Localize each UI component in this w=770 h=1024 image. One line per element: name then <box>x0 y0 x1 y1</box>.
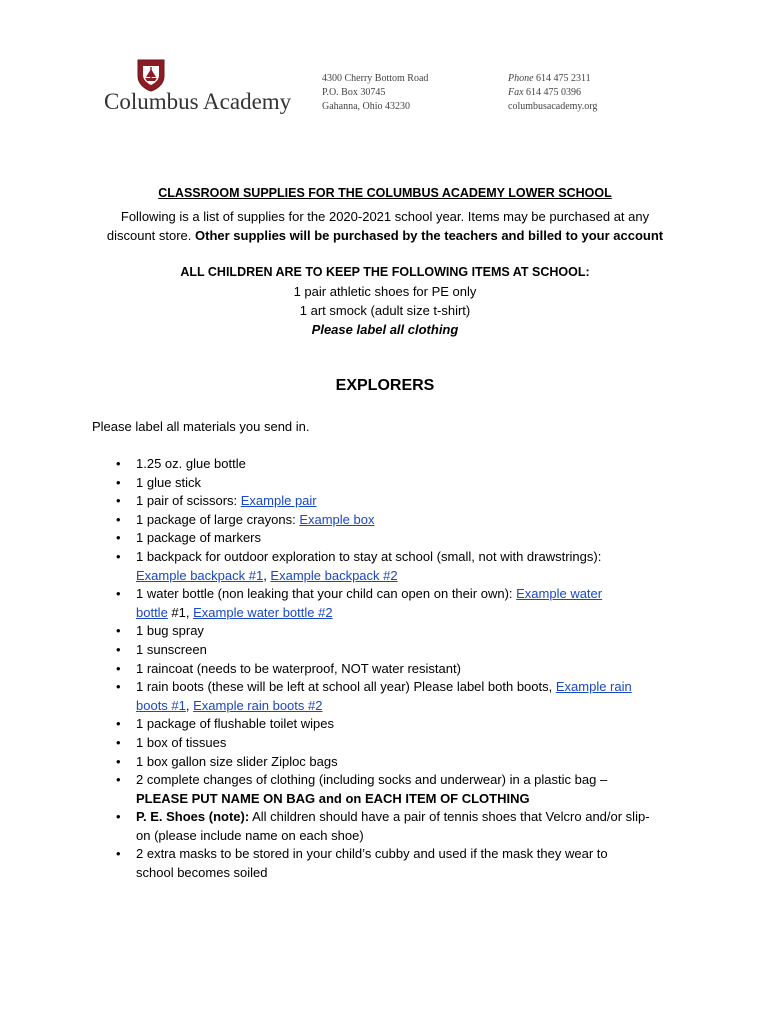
document-title: CLASSROOM SUPPLIES FOR THE COLUMBUS ACADEMY LOWER SCHOOL <box>158 186 612 200</box>
keep-heading: ALL CHILDREN ARE TO KEEP THE FOLLOWING ITEMS AT SCHOOL: <box>180 265 590 279</box>
item-text: 1 glue stick <box>136 474 202 490</box>
website: columbusacademy.org <box>508 101 598 112</box>
water-bottle-example-link-1-cont[interactable]: bottle <box>136 604 168 620</box>
bullet-icon: • <box>116 641 121 657</box>
crest-icon <box>136 58 166 92</box>
item-text: 1 sunscreen <box>136 641 207 657</box>
bullet-icon: • <box>116 772 121 788</box>
separator: , <box>263 567 271 583</box>
list-item <box>116 641 676 660</box>
separator: , <box>185 697 194 713</box>
fax-number: 614 475 0396 <box>526 87 582 98</box>
bullet-icon: • <box>116 753 121 769</box>
list-item <box>116 474 676 493</box>
list-item <box>116 715 676 734</box>
list-item <box>116 845 676 882</box>
intro-line <box>60 226 710 245</box>
list-item <box>116 492 676 511</box>
bullet-icon: • <box>116 493 121 509</box>
bullet-icon: • <box>116 623 121 639</box>
list-item <box>116 455 676 474</box>
item-text: 1 water bottle (non leaking that your child can open on their own): <box>136 586 517 602</box>
list-item <box>116 660 676 679</box>
bullet-icon: • <box>116 474 121 490</box>
bullet-icon: • <box>116 716 121 732</box>
list-item <box>116 753 676 772</box>
keep-item: 1 art smock (adult size t-shirt) <box>299 303 471 318</box>
intro-text: discount store. <box>106 228 196 243</box>
list-item <box>116 585 676 622</box>
fax-line <box>508 86 597 100</box>
phone-number: 614 475 2311 <box>536 73 591 84</box>
item-bold-text: PLEASE PUT NAME ON BAG and on EACH ITEM OF CLOTHING <box>136 790 530 806</box>
bullet-icon: • <box>116 586 121 602</box>
list-item <box>116 734 676 753</box>
bullet-icon: • <box>116 660 121 676</box>
intro-line: Following is a list of supplies for the 2020-2021 school year. Items may be purchased at any <box>120 209 650 224</box>
water-bottle-example-link-1[interactable]: Example water <box>516 586 603 602</box>
backpack-example-link-1[interactable]: Example backpack #1 <box>136 567 264 583</box>
phone-line <box>508 72 597 86</box>
list-item <box>116 622 676 641</box>
fax-label: Fax <box>508 87 524 98</box>
keep-note: Please label all clothing <box>311 322 459 337</box>
list-item <box>116 529 676 548</box>
list-item <box>116 511 676 530</box>
list-item <box>116 771 676 808</box>
item-text: 1 rain boots (these will be left at school all year) Please label both boots, <box>136 679 556 695</box>
item-text: 1 bug spray <box>136 623 204 639</box>
item-text: 1 package of markers <box>136 530 262 546</box>
item-text: 1 package of large crayons: <box>136 511 300 527</box>
contact-block <box>508 72 597 114</box>
item-text: on (please include name on each shoe) <box>136 827 364 843</box>
address-block <box>322 72 428 114</box>
item-text: All children should have a pair of tennis shoes that Velcro and/or slip- <box>249 809 650 825</box>
bullet-icon: • <box>116 548 121 564</box>
item-text: #1, <box>167 604 194 620</box>
address-line: 4300 Cherry Bottom Road <box>322 73 429 84</box>
bullet-icon: • <box>116 511 121 527</box>
item-text: 1.25 oz. glue bottle <box>136 456 246 471</box>
rain-boots-example-link-1[interactable]: Example rain <box>555 679 632 695</box>
rain-boots-example-link-2[interactable]: Example rain boots #2 <box>193 697 323 713</box>
list-item <box>116 808 676 845</box>
bullet-icon: • <box>116 530 121 546</box>
list-item <box>116 678 676 715</box>
water-bottle-example-link-2[interactable]: Example water bottle #2 <box>193 604 333 620</box>
backpack-example-link-2[interactable]: Example backpack #2 <box>270 567 398 583</box>
bullet-icon: • <box>116 846 121 862</box>
phone-label: Phone <box>508 73 534 84</box>
bullet-icon: • <box>116 679 121 695</box>
section-title: EXPLORERS <box>335 377 435 394</box>
item-bold-text: P. E. Shoes (note): <box>136 809 250 825</box>
item-text: 1 raincoat (needs to be waterproof, NOT water resistant) <box>136 660 461 676</box>
rain-boots-example-link-1-cont[interactable]: boots #1 <box>136 697 186 713</box>
intro-paragraph <box>60 207 710 245</box>
bullet-icon: • <box>116 456 121 471</box>
item-text: 1 package of flushable toilet wipes <box>136 716 335 732</box>
item-text: 1 backpack for outdoor exploration to stay at school (small, not with drawstrings): <box>136 548 602 564</box>
intro-bold-text: Other supplies will be purchased by the teachers and billed to your account <box>195 228 664 243</box>
label-note: Please label all materials you send in. <box>92 419 310 434</box>
keep-item: 1 pair athletic shoes for PE only <box>293 284 477 299</box>
item-text: 2 complete changes of clothing (including socks and underwear) in a plastic bag – <box>136 772 608 788</box>
supply-list <box>116 455 676 883</box>
bullet-icon: • <box>116 809 121 825</box>
keep-at-school-block <box>60 263 710 339</box>
item-text: 1 box of tissues <box>136 734 227 750</box>
list-item <box>116 548 676 585</box>
item-text: 1 box gallon size slider Ziploc bags <box>136 753 338 769</box>
item-text: school becomes soiled <box>136 865 268 881</box>
item-text: 1 pair of scissors: <box>136 493 241 509</box>
bullet-icon: • <box>116 734 121 750</box>
item-text: 2 extra masks to be stored in your child’s cubby and used if the mask they wear to <box>136 846 608 862</box>
address-line: P.O. Box 30745 <box>322 87 386 98</box>
crayons-example-link[interactable]: Example box <box>299 511 375 527</box>
address-line: Gahanna, Ohio 43230 <box>322 101 411 112</box>
scissors-example-link[interactable]: Example pair <box>240 493 317 509</box>
org-name: Columbus Academy <box>104 89 292 114</box>
